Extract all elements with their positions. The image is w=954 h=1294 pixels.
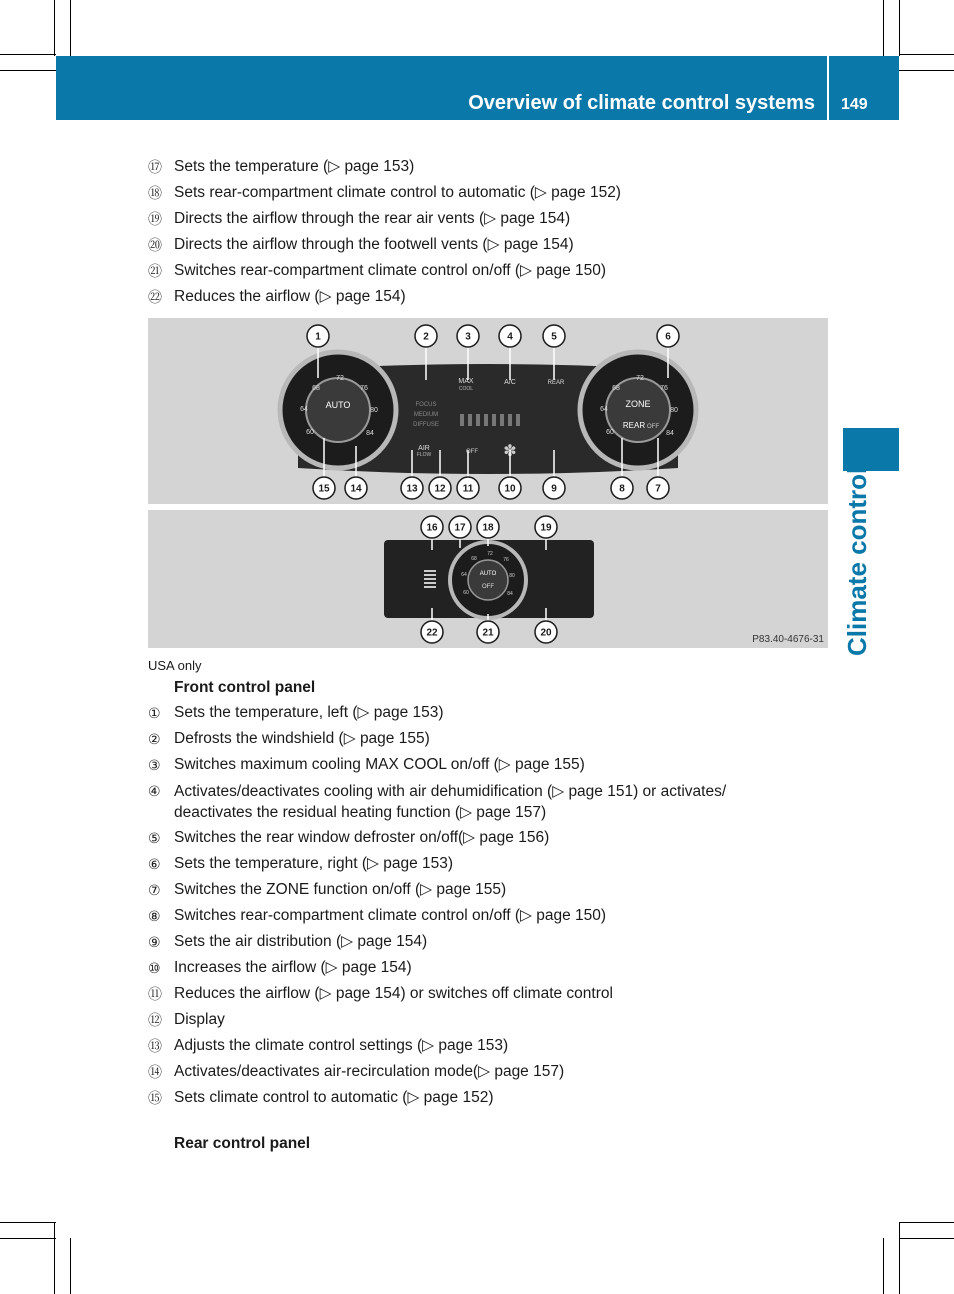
- page-title: Overview of climate control systems: [468, 92, 815, 114]
- svg-text:OFF: OFF: [647, 424, 659, 430]
- callout-number: 5: [551, 331, 557, 343]
- crop-mark: [899, 1222, 954, 1223]
- item-text: Sets the temperature (▷ page 153): [174, 158, 415, 175]
- item-text: Increases the airflow (▷ page 154): [174, 959, 412, 976]
- item-text: Adjusts the climate control settings (▷ page 153): [174, 1037, 509, 1054]
- svg-text:68: 68: [612, 385, 620, 392]
- svg-text:80: 80: [370, 407, 378, 414]
- callout-number: 8: [619, 483, 625, 495]
- figure-code: P83.40-4676-31: [752, 634, 824, 645]
- svg-text:REAR: REAR: [622, 421, 646, 430]
- page-number-box: [829, 56, 899, 120]
- callout-number: 11: [462, 483, 474, 495]
- svg-text:68: 68: [471, 556, 477, 562]
- svg-text:72: 72: [487, 551, 493, 557]
- item-text: deactivates the residual heating function (▷ page 157): [174, 804, 547, 821]
- svg-text:OFF: OFF: [482, 584, 494, 590]
- crop-mark: [899, 1238, 954, 1239]
- callout-number: 1: [315, 331, 321, 343]
- front-panel-title: Front control panel: [174, 679, 316, 696]
- callout-number: 22: [426, 627, 438, 639]
- callout-number: 14: [350, 483, 362, 495]
- item-number: ⑬: [148, 1038, 162, 1054]
- item-text: Switches rear-compartment climate control on/off (▷ page 150): [174, 907, 607, 924]
- crop-mark: [899, 1222, 900, 1294]
- svg-text:80: 80: [670, 407, 678, 414]
- callout-number: 16: [426, 522, 438, 534]
- list-item: [148, 232, 621, 258]
- item-number: ④: [148, 783, 161, 799]
- list-item: [148, 851, 726, 877]
- list-item: [148, 154, 621, 180]
- item-number: ⑱: [148, 185, 162, 201]
- item-number: ⑥: [148, 856, 161, 872]
- callout-number: 7: [655, 483, 661, 495]
- svg-text:72: 72: [336, 375, 344, 382]
- ac-button: A/C: [504, 379, 516, 386]
- item-number: ③: [148, 757, 161, 773]
- list-item: [148, 929, 726, 955]
- item-text: Sets the temperature, left (▷ page 153): [174, 704, 444, 721]
- list-item: [148, 1007, 726, 1033]
- fan-icon: ✽: [503, 443, 517, 460]
- svg-text:64: 64: [600, 406, 608, 413]
- callout-number: 10: [504, 483, 516, 495]
- item-text: Directs the airflow through the footwell vents (▷ page 154): [174, 236, 574, 253]
- list-item: [148, 258, 621, 284]
- svg-text:60: 60: [606, 429, 614, 436]
- svg-text:COOL: COOL: [458, 386, 474, 392]
- svg-text:84: 84: [366, 430, 374, 437]
- callout-number: 13: [406, 483, 418, 495]
- list-item: [148, 700, 726, 726]
- crop-mark: [54, 0, 55, 56]
- svg-text:76: 76: [360, 385, 368, 392]
- rear-items-list: [148, 154, 621, 310]
- item-number: ⑤: [148, 830, 161, 846]
- crop-mark: [0, 54, 56, 55]
- item-text: Sets the air distribution (▷ page 154): [174, 933, 428, 950]
- svg-text:76: 76: [660, 385, 668, 392]
- list-item: [148, 981, 726, 1007]
- callout-number: 2: [423, 331, 429, 343]
- svg-text:FOCUS: FOCUS: [415, 402, 437, 408]
- callout-number: 3: [465, 331, 471, 343]
- callout-number: 19: [540, 522, 552, 534]
- rear-defrost-button: REAR: [547, 380, 565, 386]
- svg-text:FLOW: FLOW: [416, 452, 432, 458]
- item-text: Sets the temperature, right (▷ page 153): [174, 855, 454, 872]
- list-item: [148, 877, 726, 903]
- callout-number: 21: [482, 627, 494, 639]
- svg-text:68: 68: [312, 385, 320, 392]
- svg-text:DIFFUSE: DIFFUSE: [413, 422, 439, 428]
- crop-mark: [0, 1238, 56, 1239]
- callout-number: 9: [551, 483, 557, 495]
- air-flow-button: AIR: [418, 445, 430, 452]
- item-number: ⑦: [148, 882, 161, 898]
- svg-text:64: 64: [300, 406, 308, 413]
- page-number: 149: [841, 96, 868, 113]
- item-number: ⑨: [148, 934, 161, 950]
- svg-text:MEDIUM: MEDIUM: [413, 412, 439, 418]
- crop-mark: [883, 0, 884, 56]
- callout-number: 15: [318, 483, 330, 495]
- svg-text:72: 72: [636, 375, 644, 382]
- item-number: ⑪: [148, 986, 162, 1002]
- item-text: Switches the rear window defroster on/off(▷ page 156): [174, 829, 550, 846]
- item-number: ㉑: [148, 263, 162, 279]
- max-cool-button: MAX: [458, 378, 474, 385]
- svg-text:AUTO: AUTO: [479, 571, 497, 577]
- list-item: [148, 778, 726, 825]
- item-number: ⑲: [148, 211, 162, 227]
- list-item: [148, 180, 621, 206]
- item-number: ⑮: [148, 1090, 162, 1106]
- item-text: Defrosts the windshield (▷ page 155): [174, 730, 430, 747]
- item-text: Reduces the airflow (▷ page 154): [174, 288, 406, 305]
- list-item: [148, 206, 621, 232]
- svg-text:64: 64: [461, 572, 467, 578]
- item-number: ㉒: [148, 289, 162, 305]
- list-item: [148, 1033, 726, 1059]
- svg-text:76: 76: [503, 557, 509, 563]
- callout-number: 4: [507, 331, 513, 343]
- item-text: Switches maximum cooling MAX COOL on/off (▷ page 155): [174, 756, 585, 773]
- crop-mark: [0, 1222, 56, 1223]
- right-dial-zone: ZONE: [625, 399, 651, 409]
- svg-text:60: 60: [306, 429, 314, 436]
- item-number: ⑰: [148, 159, 162, 175]
- svg-text:80: 80: [509, 573, 515, 579]
- item-number: ⑩: [148, 960, 161, 976]
- crop-mark: [0, 70, 56, 71]
- list-item: [148, 284, 621, 310]
- callout-number: 6: [665, 331, 671, 343]
- item-text: Directs the airflow through the rear air vents (▷ page 154): [174, 210, 571, 227]
- crop-mark: [899, 70, 954, 71]
- item-text: Activates/deactivates cooling with air dehumidification (▷ page 151) or activates/: [174, 783, 727, 800]
- crop-mark: [54, 1222, 55, 1294]
- callout-number: 17: [454, 522, 466, 534]
- item-text: Reduces the airflow (▷ page 154) or switches off climate control: [174, 985, 613, 1002]
- item-text: Activates/deactivates air-recirculation mode(▷ page 157): [174, 1063, 565, 1080]
- crop-mark: [899, 0, 900, 56]
- list-item: [148, 726, 726, 752]
- item-number: ⑳: [148, 237, 162, 253]
- climate-control-figure: [148, 318, 828, 648]
- item-text: Sets rear-compartment climate control to automatic (▷ page 152): [174, 184, 621, 201]
- item-text: Display: [174, 1011, 225, 1028]
- item-number: ⑭: [148, 1064, 162, 1080]
- list-item: [148, 825, 726, 851]
- item-number: ⑫: [148, 1012, 162, 1028]
- list-item: [148, 1059, 726, 1085]
- list-item: [148, 955, 726, 981]
- svg-text:OFF: OFF: [466, 449, 478, 455]
- chapter-tab: [843, 428, 899, 471]
- svg-text:60: 60: [463, 590, 469, 596]
- list-item: [148, 1085, 726, 1111]
- page-header: [56, 56, 827, 120]
- callout-number: 12: [434, 483, 446, 495]
- item-number: ②: [148, 731, 161, 747]
- item-text: Switches rear-compartment climate control on/off (▷ page 150): [174, 262, 607, 279]
- left-dial-auto: AUTO: [325, 400, 351, 410]
- item-text: Switches the ZONE function on/off (▷ page 155): [174, 881, 507, 898]
- item-number: ⑧: [148, 908, 161, 924]
- front-items-list: [148, 700, 726, 1111]
- chapter-label: Climate control: [842, 466, 872, 656]
- rear-panel-title: Rear control panel: [174, 1135, 311, 1152]
- crop-mark: [883, 1238, 884, 1294]
- svg-text:84: 84: [666, 430, 674, 437]
- callout-number: 18: [482, 522, 494, 534]
- crop-mark: [70, 1238, 71, 1294]
- svg-text:84: 84: [507, 591, 513, 597]
- item-number: ①: [148, 705, 161, 721]
- figure-caption: USA only: [148, 658, 202, 673]
- list-item: [148, 903, 726, 929]
- callout-number: 20: [540, 627, 552, 639]
- item-text: Sets climate control to automatic (▷ page 152): [174, 1089, 494, 1106]
- crop-mark: [70, 0, 71, 56]
- list-item: [148, 752, 726, 778]
- crop-mark: [899, 54, 954, 55]
